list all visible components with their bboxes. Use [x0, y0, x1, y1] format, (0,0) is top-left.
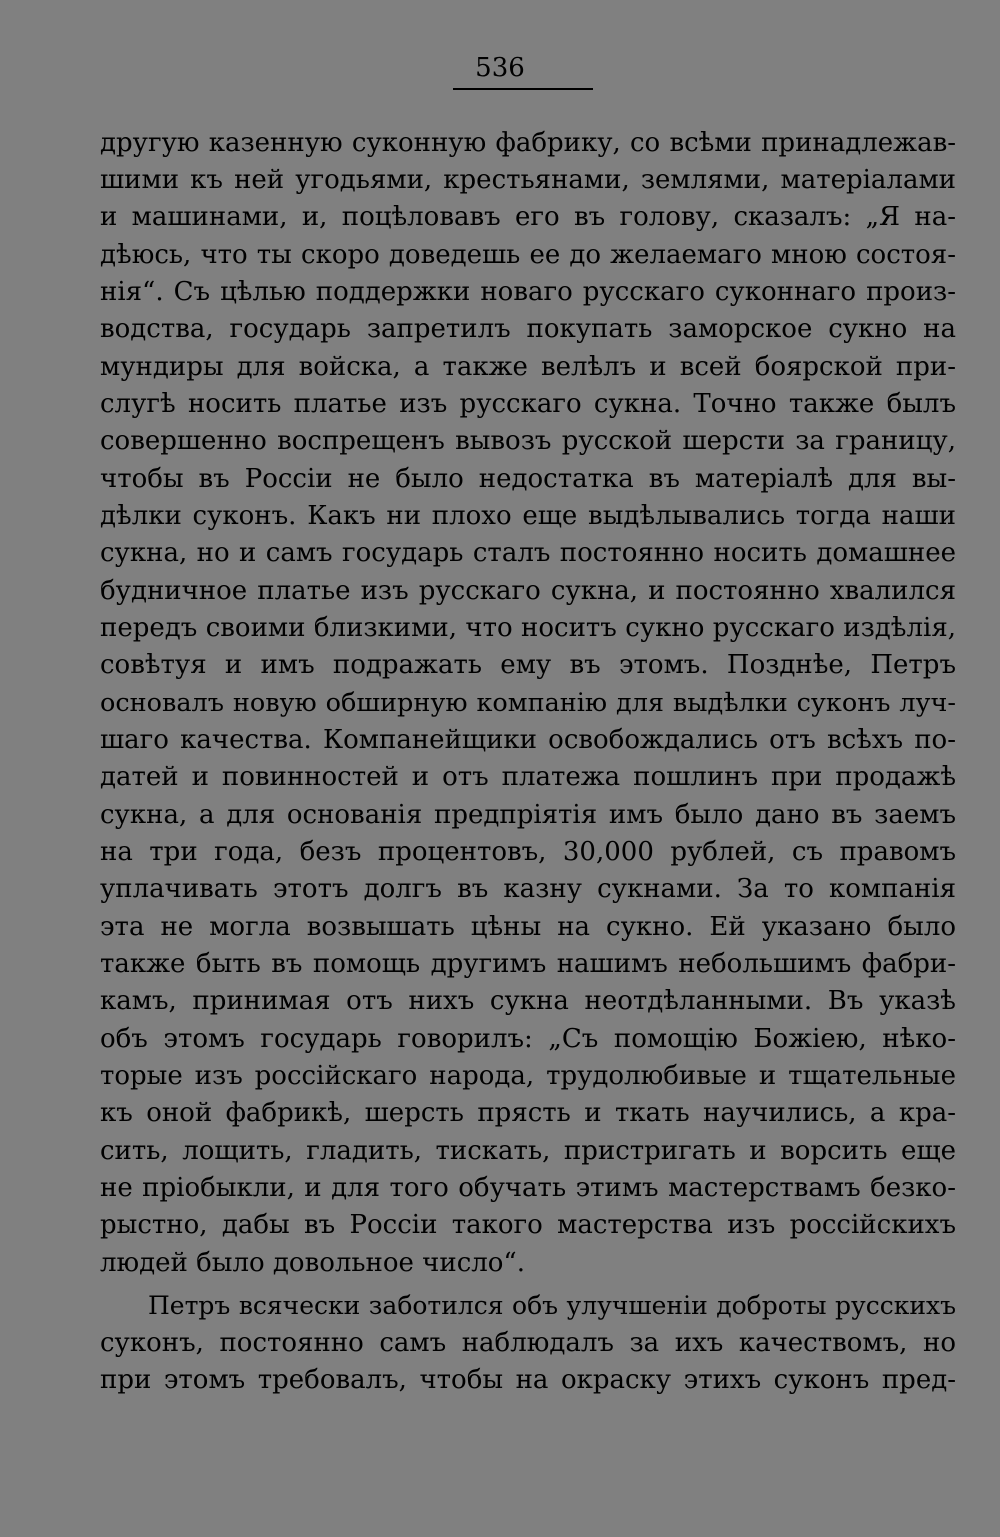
text-line: уплачивать этотъ долгъ въ казну сукнами. За то компанія — [100, 874, 956, 904]
text-line: другую казенную суконную фабрику, со всѣми принадлежав- — [100, 128, 956, 158]
text-line: совѣтуя и имъ подражать ему въ этомъ. Позднѣе, Петръ — [100, 650, 956, 680]
text-line: мундиры для войска, а также велѣлъ и всей боярской при- — [100, 352, 956, 382]
text-line: на три года, безъ процентовъ, 30,000 рублей, съ правомъ — [100, 837, 956, 867]
text-line: рыстно, дабы въ Россіи такого мастерства изъ россійскихъ — [100, 1210, 956, 1240]
text-line-paragraph-end: людей было довольное число“. — [100, 1248, 525, 1278]
text-line: будничное платье изъ русскаго сукна, и постоянно хвалился — [100, 576, 956, 606]
text-line: и машинами, и, поцѣловавъ его въ голову, сказалъ: „Я на- — [100, 202, 956, 232]
text-line: чтобы въ Россіи не было недостатка въ матеріалѣ для вы- — [100, 464, 956, 494]
text-line: сукна, но и самъ государь сталъ постоянно носить домашнее — [100, 538, 956, 568]
text-line: суконъ, постоянно самъ наблюдалъ за ихъ качествомъ, но — [100, 1328, 956, 1358]
text-line: дѣюсь, что ты скоро доведешь ее до желаемаго мною состоя- — [100, 240, 956, 270]
page-number: 536 — [475, 53, 525, 83]
text-line: при этомъ требовалъ, чтобы на окраску этихъ суконъ пред- — [100, 1365, 956, 1395]
text-line: передъ своими близкими, что носитъ сукно русскаго издѣлія, — [100, 613, 956, 643]
text-line: торые изъ россійскаго народа, трудолюбивые и тщательные — [100, 1061, 956, 1091]
text-line: камъ, принимая отъ нихъ сукна неотдѣланными. Въ указѣ — [100, 986, 956, 1016]
text-line: нія“. Съ цѣлью поддержки новаго русскаго суконнаго произ- — [100, 277, 956, 307]
text-line: также быть въ помощь другимъ нашимъ небольшимъ фабри- — [100, 949, 956, 979]
text-line: не пріобыкли, и для того обучать этимъ мастерствамъ безко- — [100, 1173, 956, 1203]
text-line: шаго качества. Компанейщики освобождались отъ всѣхъ по- — [100, 725, 956, 755]
text-line: датей и повинностей и отъ платежа пошлинъ при продажѣ — [100, 762, 956, 792]
text-line: слугѣ носить платье изъ русскаго сукна. Точно также былъ — [100, 389, 956, 419]
text-line: совершенно воспрещенъ вывозъ русской шерсти за границу, — [100, 426, 956, 456]
text-line: основалъ новую обширную компанію для выдѣлки суконъ луч- — [100, 688, 956, 718]
text-line-paragraph-start: Петръ всячески заботился объ улучшеніи доброты русскихъ — [148, 1291, 956, 1320]
text-line: къ оной фабрикѣ, шерсть прясть и ткать научились, а кра- — [100, 1098, 956, 1128]
text-line: дѣлки суконъ. Какъ ни плохо еще выдѣлывались тогда наши — [100, 501, 956, 531]
text-line: водства, государь запретилъ покупать заморское сукно на — [100, 314, 956, 344]
text-line: шими къ ней угодьями, крестьянами, землями, матеріалами — [100, 165, 956, 195]
text-line: сукна, а для основанія предпріятія имъ было дано въ заемъ — [100, 800, 956, 830]
text-line: эта не могла возвышать цѣны на сукно. Ей указано было — [100, 912, 956, 942]
text-line: сить, лощить, гладить, тискать, пристригать и ворсить еще — [100, 1136, 956, 1166]
text-line: объ этомъ государь говорилъ: „Съ помощію Божіею, нѣко- — [100, 1024, 956, 1054]
